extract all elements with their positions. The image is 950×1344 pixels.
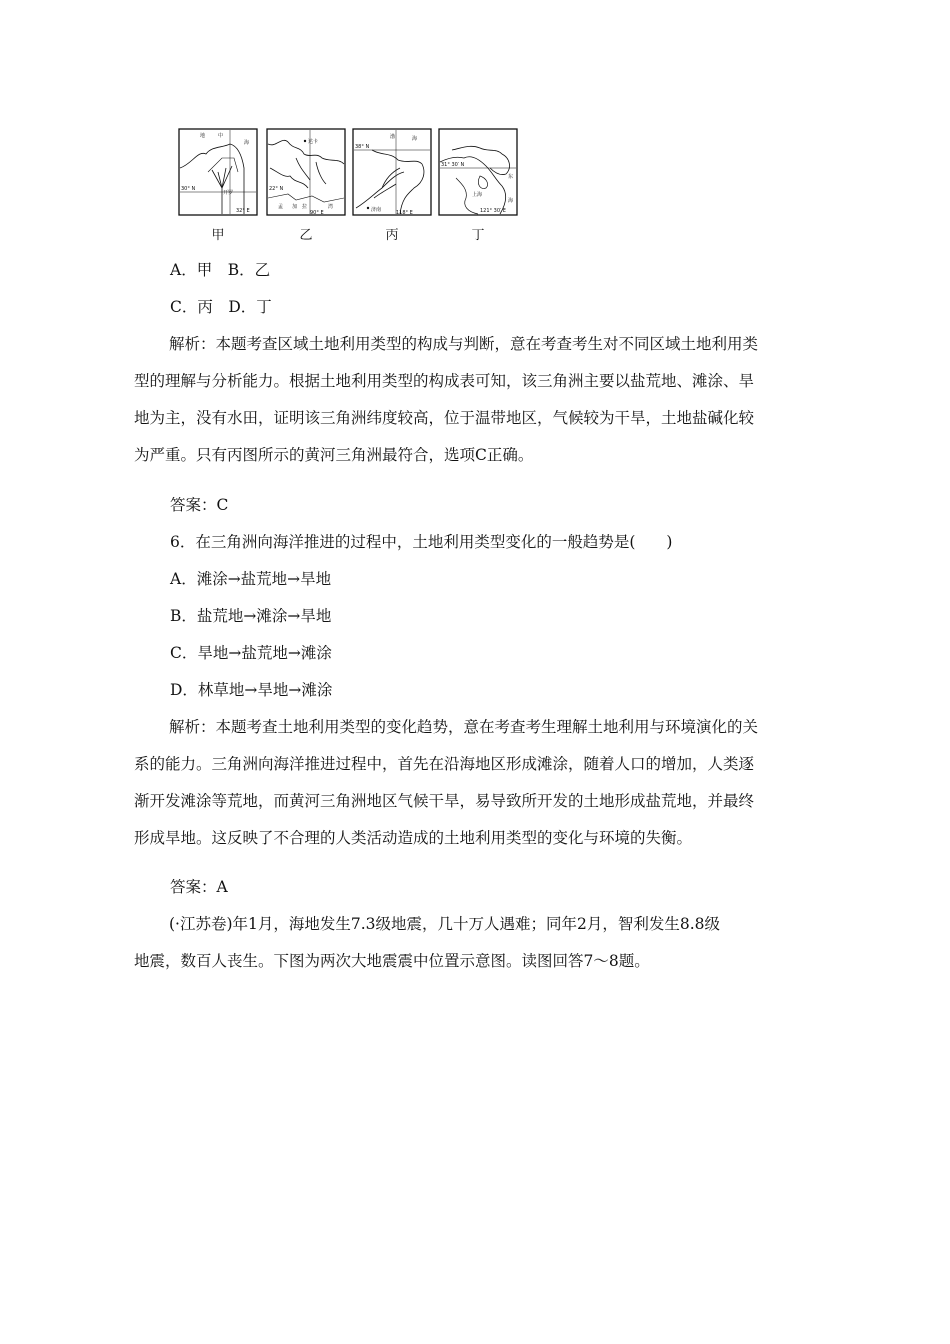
map-jia-label-0: 地 (200, 133, 206, 139)
map-yi-label-5: 湾 (328, 204, 334, 210)
map-bing (352, 128, 432, 216)
q6-analysis-line-1: 解析：本题考查土地利用类型的变化趋势，意在考查考生理解土地利用与环境演化的关 (169, 718, 759, 736)
q5-answer: 答案：C (170, 496, 229, 514)
q5-analysis-line-3: 地为主，没有水田，证明该三角洲纬度较高，位于温带地区，气候较为干旱，土地盐碱化较 (134, 409, 755, 427)
map-yi-caption: 乙 (299, 228, 313, 243)
q7-intro-line-2: 地震，数百人丧生。下图为两次大地震震中位置示意图。读图回答7～8题。 (134, 952, 650, 970)
map-ding-label-4: 121° 30′ E (480, 208, 506, 214)
map-jia (178, 128, 258, 216)
q6-analysis-line-2: 系的能力。三角洲向海洋推进过程中，首先在沿海地区形成滩涂，随着人口的增加，人类逐 (134, 755, 755, 773)
map-bing-label-3: 济南 (371, 207, 382, 213)
map-yi-drawing (266, 128, 346, 216)
map-bing-label-1: 海 (412, 136, 418, 142)
map-bing-label-4: 118° E (396, 210, 413, 216)
map-jia-label-4: 开罗 (223, 190, 234, 196)
q6-analysis (134, 709, 824, 857)
q5-analysis (134, 326, 824, 474)
map-ding-label-3: 上海 (472, 192, 483, 198)
map-jia-drawing (178, 128, 258, 216)
map-yi-label-6: 90° E (310, 210, 324, 216)
q7-intro-line-1: (·江苏卷)年1月，海地发生7.3级地震，几十万人遇难；同年2月，智利发生8.8级 (169, 915, 721, 933)
map-bing-drawing (352, 128, 432, 216)
map-jia-caption: 甲 (211, 228, 225, 243)
q6-option-a: A．滩涂→盐荒地→旱地 (170, 570, 332, 588)
q5-analysis-line-4: 为严重。只有丙图所示的黄河三角洲最符合，选项C正确。 (134, 446, 534, 464)
q6-analysis-line-4: 形成旱地。这反映了不合理的人类活动造成的土地利用类型的变化与环境的失衡。 (134, 829, 693, 847)
map-jia-label-2: 海 (244, 140, 250, 146)
q6-stem: 6．在三角洲向海洋推进的过程中，土地利用类型变化的一般趋势是( ) (170, 533, 673, 551)
map-yi (266, 128, 346, 216)
map-yi-label-1: 22° N (269, 186, 284, 192)
q5-option-a-b: A．甲 B．乙 (170, 261, 271, 279)
q6-analysis-line-3: 渐开发滩涂等荒地，而黄河三角洲地区气候干旱，易导致所开发的土地形成盐荒地，并最终 (134, 792, 755, 810)
map-ding-caption: 丁 (471, 228, 485, 243)
map-bing-label-0: 渤 (390, 134, 396, 140)
map-jia-label-1: 中 (218, 133, 224, 139)
map-yi-label-3: 加 (292, 204, 298, 210)
q6-option-d: D．林草地→旱地→滩涂 (170, 681, 333, 699)
map-jia-label-5: 32° E (236, 208, 250, 214)
map-ding-drawing (438, 128, 518, 216)
q6-answer: 答案：A (170, 878, 228, 896)
q5-option-c-d: C．丙 D．丁 (170, 298, 272, 316)
q5-analysis-line-1: 解析：本题考查区域土地利用类型的构成与判断，意在考查考生对不同区域土地利用类 (169, 335, 759, 353)
q7-intro (134, 906, 824, 980)
q6-option-c: C．旱地→盐荒地→滩涂 (170, 644, 332, 662)
q5-analysis-line-2: 型的理解与分析能力。根据土地利用类型的构成表可知，该三角洲主要以盐荒地、滩涂、旱 (134, 372, 755, 390)
map-ding-label-2: 海 (508, 198, 514, 204)
map-jia-label-3: 30° N (181, 186, 196, 192)
map-yi-label-4: 拉 (302, 204, 308, 210)
map-yi-label-0: 达卡 (308, 139, 319, 145)
map-yi-label-2: 孟 (278, 204, 284, 210)
q6-option-b: B．盐荒地→滩涂→旱地 (170, 607, 332, 625)
map-bing-caption: 丙 (385, 228, 399, 243)
delta-maps-figure (176, 128, 522, 243)
map-ding-label-1: 东 (508, 174, 514, 180)
map-bing-label-2: 38° N (355, 144, 370, 150)
map-ding (438, 128, 518, 216)
map-ding-label-0: 31° 30′ N (441, 162, 465, 168)
